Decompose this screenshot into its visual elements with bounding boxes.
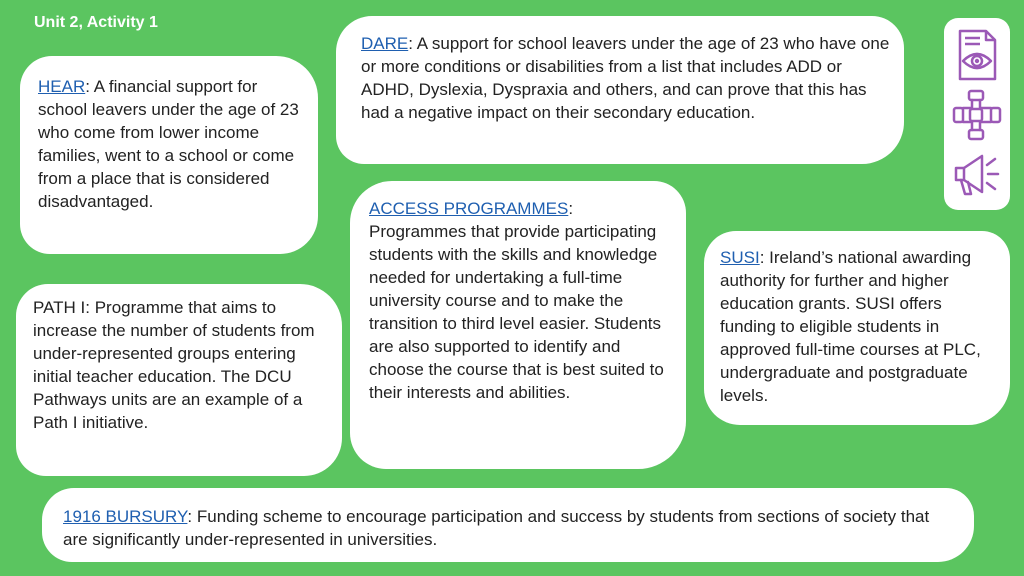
hear-description: : A financial support for school leavers under the age of 23 who come from lower income families, went to a school or come from a place that is considered disadvantaged. (38, 77, 299, 211)
path-i-card (18, 286, 340, 474)
bursary-card (44, 490, 972, 560)
unit-title: Unit 2, Activity 1 (34, 14, 158, 31)
susi-description: : Ireland’s national awarding authority for further and higher education grants. SUSI offers funding to eligible students in approved full-time courses at PLC, undergraduate and postgraduate levels. (720, 248, 981, 405)
access-programmes-card (352, 183, 684, 467)
dare-description: : A support for school leavers under the age of 23 who have one or more conditions or disabilities from a list that includes ADD or ADHD, Dyslexia, Dyspraxia and others, and can prove that this has had a negative impact on their secondary education. (361, 34, 890, 122)
icon-panel (944, 18, 1010, 210)
bursary-description: : Funding scheme to encourage participation and success by students from sections of society that are significantly under-represented in universities. (63, 507, 930, 549)
megaphone-icon (952, 148, 1002, 202)
handshake-circle-icon (952, 88, 1002, 142)
susi-link[interactable]: SUSI (720, 248, 760, 267)
access-programmes-description: : Programmes that provide participating students with the skills and knowledge needed for undertaking a full-time university course and to make the transition to third level easier. Students are also supported to identify and choose the course that is best suited to their interests and abilities. (369, 199, 664, 402)
hear-link[interactable]: HEAR (38, 77, 86, 96)
path-i-description: PATH I: Programme that aims to increase the number of students from under-represented groups entering initial teacher education. The DCU Pathways units are an example of a Path I initiative. (33, 298, 315, 432)
dare-link[interactable]: DARE (361, 34, 409, 53)
document-eye-icon (952, 28, 1002, 82)
hear-card (22, 58, 316, 252)
bursary-link[interactable]: 1916 BURSURY (63, 507, 188, 526)
susi-card (706, 233, 1008, 423)
dare-card (338, 18, 902, 162)
access-programmes-link[interactable]: ACCESS PROGRAMMES (369, 199, 569, 218)
